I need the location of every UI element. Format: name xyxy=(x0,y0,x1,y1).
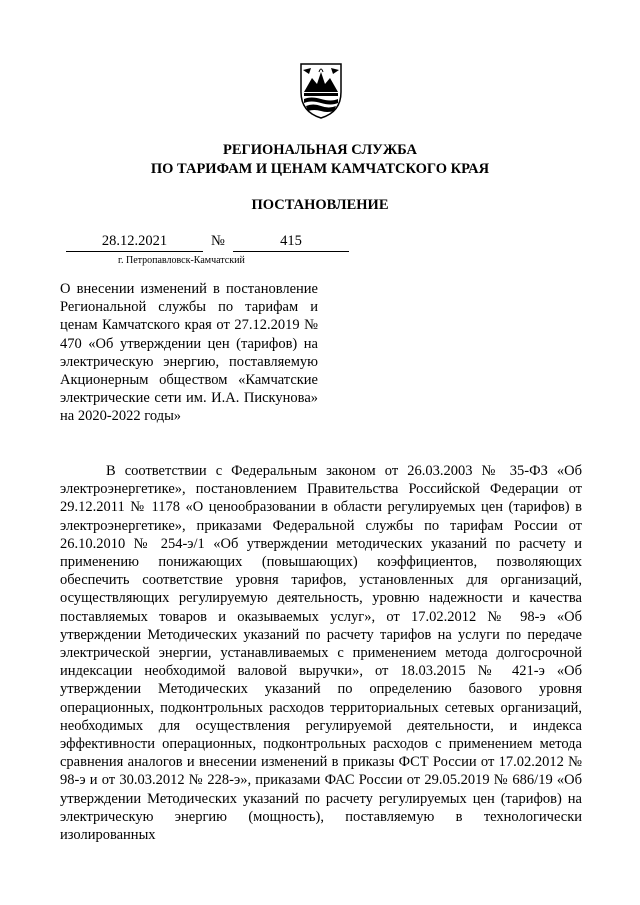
org-name-line2: ПО ТАРИФАМ И ЦЕНАМ КАМЧАТСКОГО КРАЯ xyxy=(150,161,490,177)
document-date: 28.12.2021 xyxy=(66,232,203,252)
kamchatka-coat-of-arms-icon xyxy=(299,62,343,120)
document-body: В соответствии с Федеральным законом от 26.03.2003 № 35-ФЗ «Об электроэнергетике», постановлением Правительства Российской Федерации от 29.12.2011 № 1178 «О ценообразовании в области регулируемых цен (тарифов) в электроэнергетике», приказами Федеральной службы по тарифам России от 26.10.2010 № 254-э/1 «Об утверждении методических указаний по расчету и применению понижающих (повышающих) коэффициентов, позволяющих обеспечить соответствие уровня тарифов, установленных для организаций, осуществляющих регулируемую деятельность, уровню надежности и качества поставляемых товаров и оказываемых услуг», от 17.02.2012 № 98-э «Об утверждении Методических указаний по расчету тарифов на услуги по передаче электрической энергии, устанавливаемых с применением метода долгосрочной индексации необходимой валовой выручки», от 18.03.2015 № 421-э «Об утверждении Методических указаний по определению базового уровня операционных, подконтрольных расходов территориальных сетевых организаций, необходимых для осуществления регулируемой деятельности, и индекса эффективности операционных, подконтрольных расходов с применением метода сравнения аналогов и внесении изменений в приказы ФСТ России от 17.02.2012 № 98-э и от 30.03.2012 № 228-э», приказами ФАС России от 29.05.2019 № 686/19 «Об утверждении Методических указаний по расчету регулируемых цен (тарифов) на электрическую энергию (мощность), поставляемую в технологически изолированных xyxy=(60,463,582,844)
document-number: 415 xyxy=(233,232,349,252)
document-subject: О внесении изменений в постановление Региональной службы по тарифам и ценам Камчатского края от 27.12.2019 № 470 «Об утверждении цен (тарифов) на электрическую энергию, поставляемую Акционерным обществом «Камчатские электрические сети им. И.А. Пискунова» на 2020-2022 годы» xyxy=(60,281,318,425)
org-name-line1: РЕГИОНАЛЬНАЯ СЛУЖБА xyxy=(222,142,418,158)
number-sign: № xyxy=(211,233,225,249)
issue-city: г. Петропавловск-Камчатский xyxy=(118,255,245,266)
document-type-title: ПОСТАНОВЛЕНИЕ xyxy=(251,197,389,213)
